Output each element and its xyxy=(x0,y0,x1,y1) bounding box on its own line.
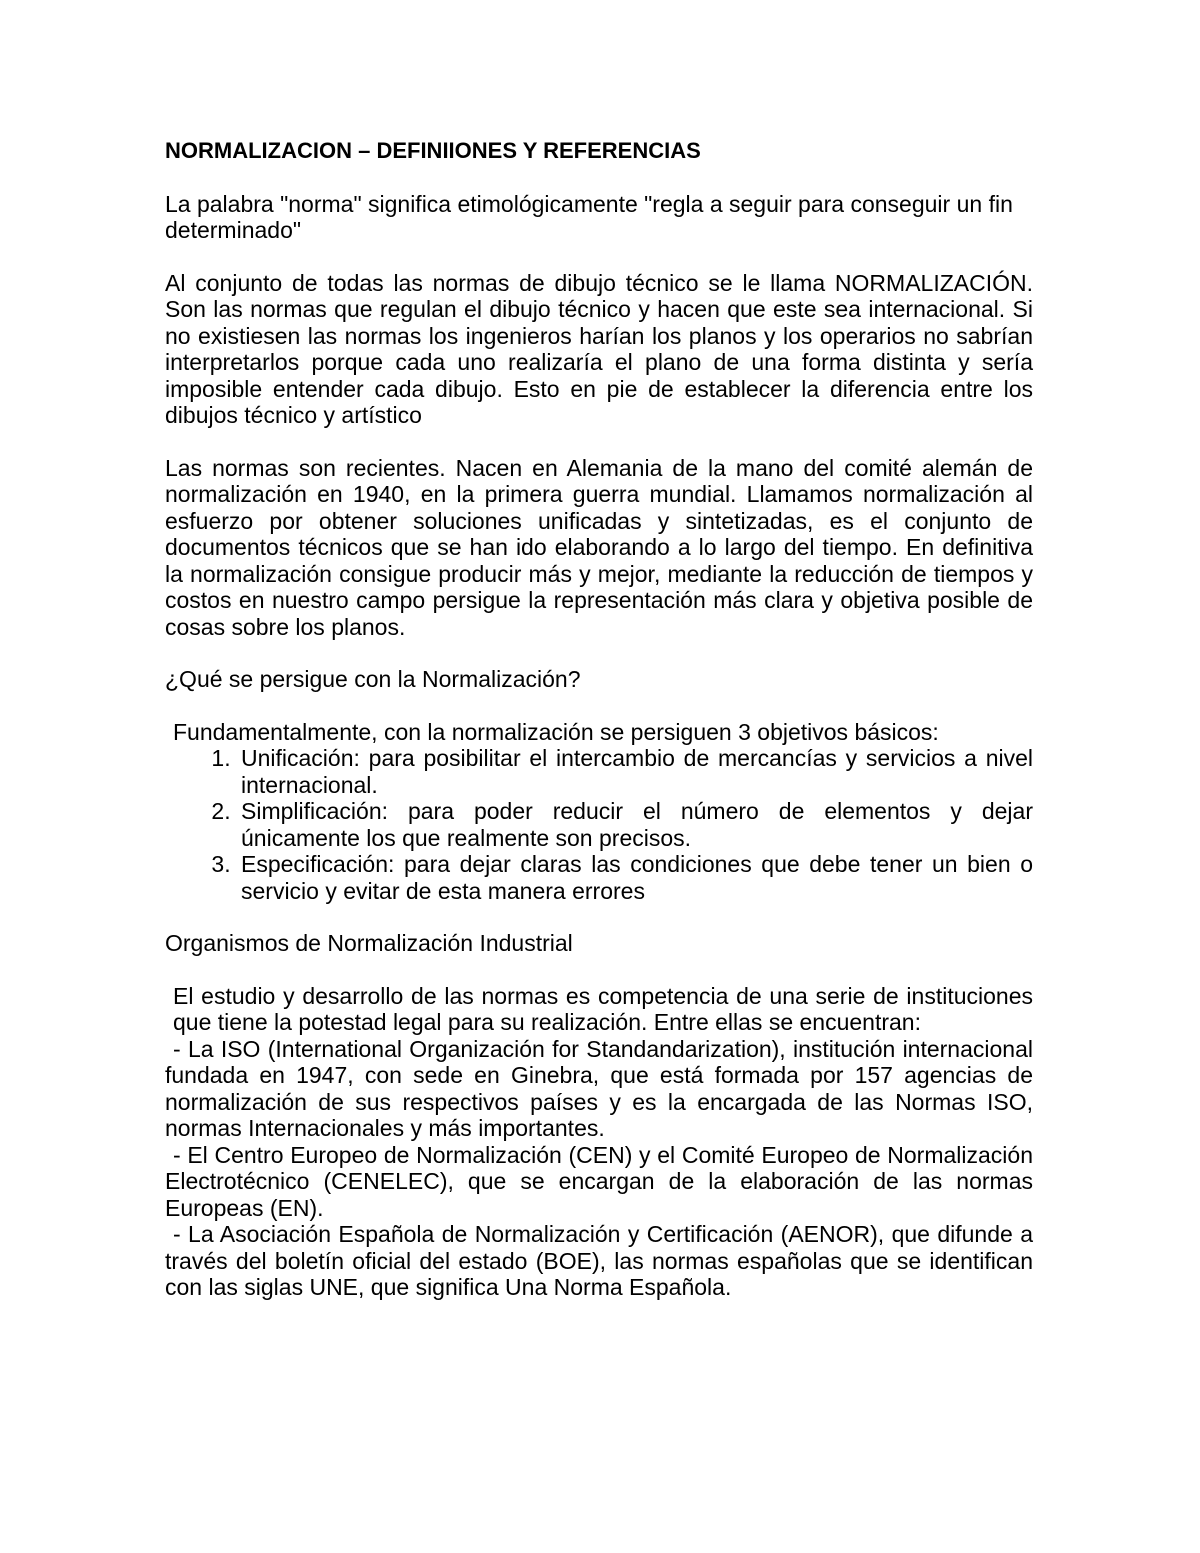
organisms-heading: Organismos de Normalización Industrial xyxy=(165,930,573,956)
organisms-section xyxy=(165,983,1033,1301)
section-question: ¿Qué se persigue con la Normalización? xyxy=(165,666,581,692)
list-item: 3. Especificación: para dejar claras las condiciones que debe tener un bien o servicio y evitar de esta manera errores xyxy=(237,851,1033,904)
objectives-intro: Fundamentalmente, con la normalización se persiguen 3 objetivos básicos: xyxy=(173,718,939,745)
paragraph-normalization: Al conjunto de todas las normas de dibujo técnico se le llama NORMALIZACIÓN. Son las normas que regulan el dibujo técnico y hacen que este sea internacional. Si no existiesen las normas los ingenieros harían los planos y los operarios no sabrían interpretarlos porque cada uno realizaría el plano de una forma distinta y sería imposible entender cada dibujo. Esto en pie de establecer la diferencia entre los dibujos técnico y artístico xyxy=(165,269,1033,428)
organisms-intro: El estudio y desarrollo de las normas es competencia de una serie de instituciones que tiene la potestad legal para su realización. Entre ellas se encuentran: xyxy=(173,982,1033,1035)
organism-item-iso: - La ISO (International Organización for Standandarization), institución internacional fundada en 1947, con sede en Ginebra, que está formada por 157 agencias de normalización de sus respectivos países y es la encargada de las Normas ISO, normas Internacionales y más importantes. xyxy=(165,1035,1033,1141)
organism-item-aenor: - La Asociación Española de Normalización y Certificación (AENOR), que difunde a través del boletín oficial del estado (BOE), las normas españolas que se identifican con las siglas UNE, que significa Una Norma Española. xyxy=(165,1221,1033,1300)
list-item: 1. Unificación: para posibilitar el intercambio de mercancías y servicios a nivel internacional. xyxy=(237,745,1033,798)
objectives-list xyxy=(165,745,1033,904)
document-page xyxy=(165,138,1033,1301)
list-item: 2. Simplificación: para poder reducir el número de elementos y dejar únicamente los que realmente son precisos. xyxy=(237,798,1033,851)
paragraph-history: Las normas son recientes. Nacen en Alemania de la mano del comité alemán de normalización en 1940, en la primera guerra mundial. Llamamos normalización al esfuerzo por obtener soluciones unificadas y sintetizadas, es el conjunto de documentos técnicos que se han ido elaborando a lo largo del tiempo. En definitiva la normalización consigue producir más y mejor, mediante la reducción de tiempos y costos en nuestro campo persigue la representación más clara y objetiva posible de cosas sobre los planos. xyxy=(165,454,1033,640)
document-title: NORMALIZACION – DEFINIIONES Y REFERENCIAS xyxy=(165,138,701,163)
paragraph-definition: La palabra "norma" significa etimológicamente "regla a seguir para conseguir un fin determinado" xyxy=(165,190,1013,243)
organism-item-cen: - El Centro Europeo de Normalización (CEN) y el Comité Europeo de Normalización Electrotécnico (CENELEC), que se encargan de la elaboración de las normas Europeas (EN). xyxy=(165,1141,1033,1221)
